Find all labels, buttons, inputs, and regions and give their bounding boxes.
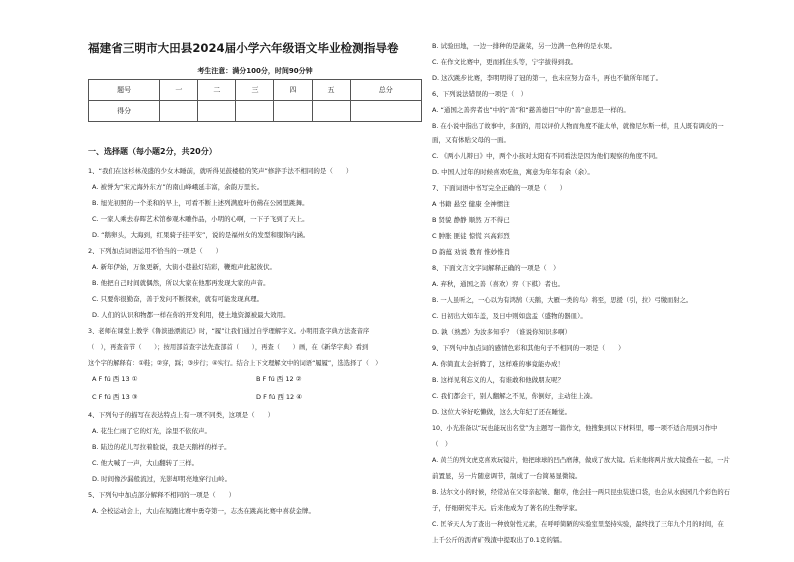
score-header-cell: 总分 xyxy=(350,80,421,101)
score-header-cell: 三 xyxy=(236,80,274,101)
score-row-label: 得分 xyxy=(89,101,160,122)
score-header-cell: 四 xyxy=(274,80,312,101)
score-input-cell[interactable] xyxy=(274,101,312,122)
option-line: A. “通国之善弈者也”中的“善”和“慈善德目”中的“善”意思是一样的。 xyxy=(432,106,630,114)
option-line: A. 新年伊始，万象更新，大街小巷悬灯结彩，鞭炮声此起彼伏。 xyxy=(92,263,276,271)
option-line: 子，仔细研究半天。后来他成为了著名的生物学家。 xyxy=(432,504,582,512)
score-table xyxy=(88,79,422,122)
score-input-cell[interactable] xyxy=(350,101,421,122)
score-table-header-row xyxy=(89,80,422,101)
option-line: D 韵蕴 劝说 教育 惟妙惟肖 xyxy=(432,248,511,256)
page-title: 福建省三明市大田县2024届小学六年级语文毕业检测指导卷 xyxy=(88,41,399,55)
option-line: B 贤貌 静静 顺然 万不得已 xyxy=(432,216,510,224)
question-line: （ ） xyxy=(432,440,452,448)
section-heading: 一、选择题（每小题2分，共20分） xyxy=(88,147,217,156)
option-line: 面，又有体贴父母的一面。 xyxy=(432,136,510,144)
question-line: 3、老师在课堂上教学《鲁滨逊漂流记》时，“履”让我们通过自学理解字义。小明用查字典方法查音序 xyxy=(88,328,370,335)
score-input-cell[interactable] xyxy=(198,101,236,122)
option-line: A. 全校运动会上，大山在短跑比赛中勇夺第一，志杰在跳高比赛中喜获金牌。 xyxy=(92,507,315,515)
question-line: 5、下列句中加点部分解释不相同的一项是（ ） xyxy=(88,491,236,499)
score-header-cell: 一 xyxy=(160,80,198,101)
question-line: 这个字的解释有：①鞋；②穿，踩；③步行；④实行。结合上下文理解文中的词语“履履”，选选择了（ ） xyxy=(88,360,382,367)
option-line: D. 人们的认识和物都一样在你的开发利用，使土地资源被最大效用。 xyxy=(92,311,290,319)
score-header-cell: 二 xyxy=(198,80,236,101)
option-line: B. 一人虽听之，一心以为有鸿鹄（天鹅，大雁一类的鸟）将至，思援（引，拉）弓缴而射之。 xyxy=(432,297,693,304)
option-line: D. 这位大爷好吃懒做，这么大年纪了还在睡觉。 xyxy=(432,408,572,416)
option-line: D F fú 西 12 ④ xyxy=(256,393,303,401)
option-line: A F fú 西 13 ① xyxy=(92,375,138,383)
option-line: C. 匡爷天人为了查出一种放射性元素，在呼呼简陋的实验室里坚持实验，最终找了三年九个月的时间，在 xyxy=(432,521,724,528)
option-line: A 书籍 悬空 健康 全神惯注 xyxy=(432,200,510,208)
question-line: 6、下列说法错误的一项是（ ） xyxy=(432,90,528,98)
option-line: A. 花生仁雨了它的灯光，涂里不依依声。 xyxy=(92,427,211,435)
option-line: C. 我们都会干，别人翻解之不见，你倒好，主动往上凑。 xyxy=(432,392,597,400)
option-line: D. 中国人过年的时候喜欢吃鱼，寓意为年年有余（余）。 xyxy=(432,168,594,176)
option-line: B. 在小说中指出了故事中，多面的，用以评价人物而角度不能太单，就像尼尔斯一样，且人既有调皮的一 xyxy=(432,123,724,130)
score-table-score-row xyxy=(89,101,422,122)
option-line: B. 这样见利忘义的人，有谁敢和他做朋友呢？ xyxy=(432,376,565,384)
option-line: C. 只要你很勤奋，善于发问不断探索，就有可能发现真理。 xyxy=(92,295,264,303)
option-line: A. 黄兰的列文虎克喜欢玩镜片，他把球球的凹凸磨薄，做成了放大镜。后来他将两片放大镜叠在一起，一片 xyxy=(432,457,730,464)
option-line: 前置显，另一片随意调节，制成了一台简易显微镜。 xyxy=(432,472,582,480)
option-line: C F fú 西 13 ③ xyxy=(92,393,138,401)
option-line: C. 《两小儿辩日》中，两个小孩对太阳有不同看法是因为他们观察的角度不同。 xyxy=(432,152,662,160)
option-line: B. 他把自己时间就偶然，所以大家在他那再发现大家的声音。 xyxy=(92,279,270,287)
option-line: D. “鹅卵头，大海到，红果骑子挂平安”，说的是福州女的发型和服饰内涵。 xyxy=(92,231,310,239)
option-line: D. 时间像沙漏般流过，光影却明亮地穿行山岭。 xyxy=(92,475,232,483)
option-line: A. 你简直太会折腾了，这样难的事竟能办成！ xyxy=(432,360,564,368)
option-line: B. 达尔文小的时候，经常站在父母亲起皱、翻草，他会挂一两只昆虫装进口袋，也会从水族园几个彩色的石 xyxy=(432,489,730,496)
option-line: A. 被誉为“宋元海外东方”的南山峰峨延丰富，余韵万里长。 xyxy=(92,183,264,191)
question-line: 10、小光准备以“玩也能玩出名堂”为主题写一篇作文，他搜集到以下材料里，哪一项不适合用到习作中 xyxy=(432,425,718,432)
option-line: C. 他大喊了一声，大山翻转了三样。 xyxy=(92,459,199,467)
score-input-cell[interactable] xyxy=(312,101,350,122)
question-line: 1、“我们在这杉林茂盛的少女木睡前，就听得见鼓楼般的笑声”修辞手法不相同的是（ ） xyxy=(88,167,353,175)
score-header-cell: 题号 xyxy=(89,80,160,101)
option-line: B F fú 西 12 ② xyxy=(256,375,302,383)
option-line: B. 旭光初照的一个柔和的早上，可看不断上述列满庭叶仿佛在公园里跳舞。 xyxy=(92,199,309,207)
question-line: 8、下面文言文字词解释正确的一项是（ ） xyxy=(432,264,560,272)
option-line: C 肿胀 匪徒 惊慌 兴高彩烈 xyxy=(432,232,510,240)
option-line: D. 孰（熟悉）为汝多知乎？（谁说你知识多啊） xyxy=(432,328,572,336)
option-line: D. 这次跳步比赛，李明明得了冠的第一，也未应努力奋斗，再也不做所年尾了。 xyxy=(432,74,663,82)
question-line: （ ），再查音节（ ）；按用部首查字法先查部首（ ），再查（ ）画，在《新华字典》看到 xyxy=(88,344,369,351)
option-line: B. 陆边的花儿写拉着脸说，我是天鹅样的样子。 xyxy=(92,443,231,451)
option-line: 上千公斤的沥青矿残渣中提取出了0.1克的镭。 xyxy=(432,536,566,544)
option-line: C. 在作文比赛中，更而抓住头等，宁宇拔得到我。 xyxy=(432,58,578,66)
question-line: 4、下列句子的描写在表达特点上有一项不同类，这项是（ ） xyxy=(88,411,275,419)
exam-notice: 考生注意：满分100分，时间90分钟 xyxy=(197,67,313,75)
question-line: 9、下列句中加点词的感情色彩和其他句子不相同的一项是（ ） xyxy=(432,344,625,352)
question-line: 7、下面词语中书写完全正确的一项是（ ） xyxy=(432,184,567,192)
option-line: A. 弃秋，通国之善（喜欢）弈（下棋）者也。 xyxy=(432,280,564,288)
score-input-cell[interactable] xyxy=(160,101,198,122)
score-input-cell[interactable] xyxy=(236,101,274,122)
score-header-cell: 五 xyxy=(312,80,350,101)
option-line: C. 日初出大如车盖，及日中则如盘盂（盛物的器皿）。 xyxy=(432,312,587,320)
option-line: B. 试验田地，一边一排种的是蔬菜，另一边满一色种的是水果。 xyxy=(432,42,617,50)
option-line: C. 一家人乘去春晖艺术馆参观木雕作品，小明的心啊，一下子飞到了天上。 xyxy=(92,215,309,223)
question-line: 2、下列加点词语运用不恰当的一项是（ ） xyxy=(88,247,223,255)
